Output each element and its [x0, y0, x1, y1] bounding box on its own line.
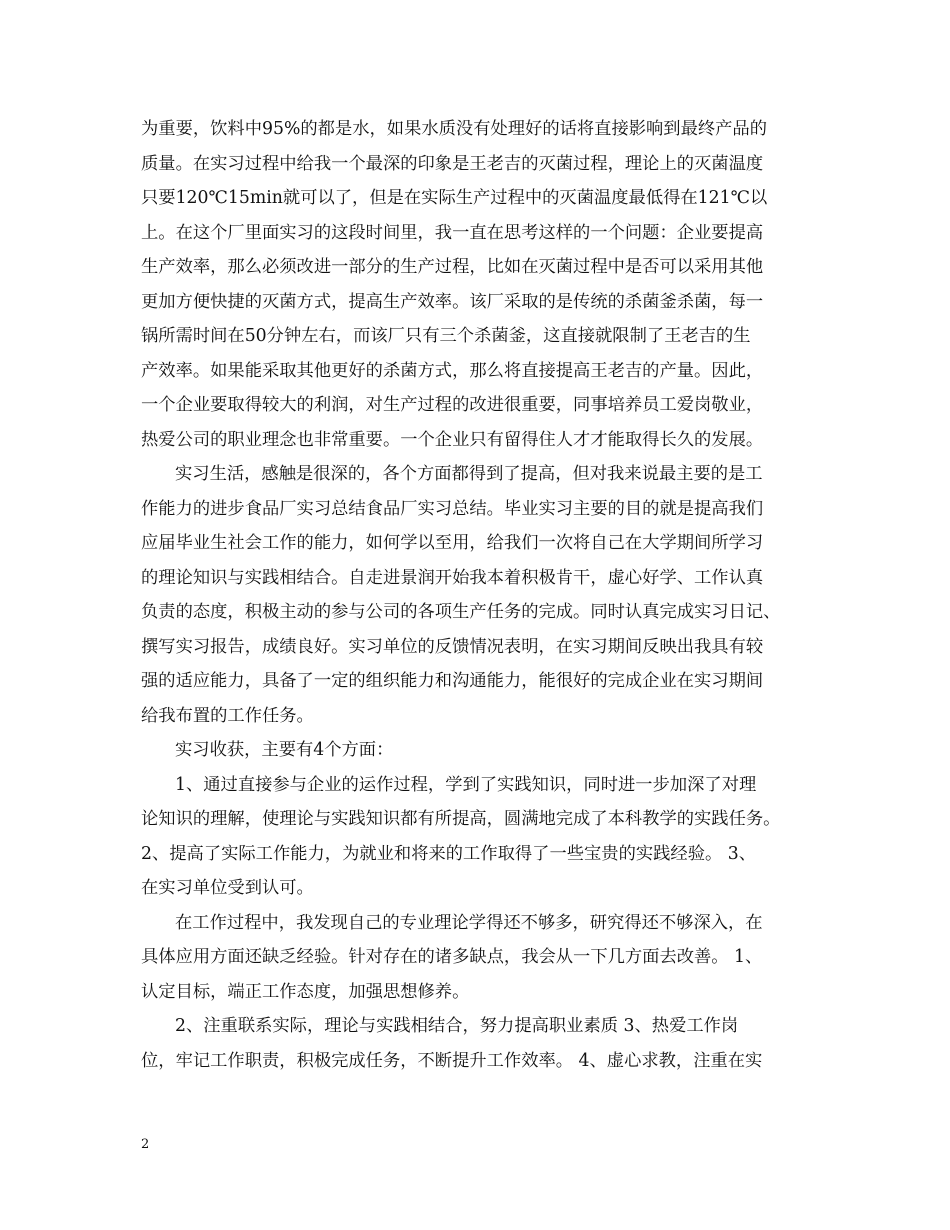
text-line: 质量。在实习过程中给我一个最深的印象是王老吉的灭菌过程，理论上的灭菌温度: [141, 153, 764, 174]
text-line: 一个企业要取得较大的利润，对生产过程的改进很重要，同事培养员工爱岗敬业，: [141, 395, 764, 415]
text-line: 产效率。如果能采取其他更好的杀菌方式，那么将直接提高王老吉的产量。因此，: [141, 360, 764, 381]
text-line: 更加方便快捷的灭菌方式，提高生产效率。该厂采取的是传统的杀菌釜杀菌，每一: [141, 291, 764, 312]
text-line: 2、提高了实际工作能力，为就业和将来的工作取得了一些宝贵的实践经验。 3、: [141, 843, 757, 864]
text-line: 应届毕业生社会工作的能力，如何学以至用，给我们一次将自己在大学期间所学习: [141, 533, 764, 553]
text-line: 给我布置的工作任务。: [141, 705, 314, 726]
text-line: 热爱公司的职业理念也非常重要。一个企业只有留得住人才才能取得长久的发展。: [141, 429, 764, 450]
text-line: 的理论知识与实践相结合。自走进景润开始我本着积极肯干，虚心好学、工作认真: [141, 567, 764, 588]
text-line: 为重要，饮料中95%的都是水，如果水质没有处理好的话将直接影响到最终产品的: [141, 119, 767, 139]
text-line: 位，牢记工作职责，积极完成任务，不断提升工作效率。 4、虚心求教，注重在实: [141, 1050, 763, 1071]
text-line: 强的适应能力，具备了一定的组织能力和沟通能力，能很好的完成企业在实习期间: [141, 671, 764, 691]
text-line: 生产效率，那么必须改进一部分的生产过程，比如在灭菌过程中是否可以采用其他: [141, 257, 764, 277]
text-line: 论知识的理解，使理论与实践知识都有所提高，圆满地完成了本科教学的实践任务。: [141, 809, 781, 829]
paragraph-start-line: 实习生活，感触是很深的，各个方面都得到了提高，但对我来说最主要的是工: [175, 464, 763, 484]
text-line: 锅所需时间在50分钟左右，而该厂只有三个杀菌釜，这直接就限制了王老吉的生: [141, 326, 751, 346]
body-text: [141, 112, 811, 1078]
text-line: 作能力的进步食品厂实习总结食品厂实习总结。毕业实习主要的目的就是提高我们: [141, 498, 764, 519]
text-line: 认定目标，端正工作态度，加强思想修养。: [141, 981, 470, 1002]
paragraph-start-line: 2、注重联系实际，理论与实践相结合，努力提高职业素质 3、热爱工作岗: [175, 1016, 739, 1036]
text-line: 撰写实习报告，成绩良好。实习单位的反馈情况表明，在实习期间反映出我具有较: [141, 636, 764, 657]
text-line: 上。在这个厂里面实习的这段时间里，我一直在思考这样的一个问题：企业要提高: [141, 222, 764, 243]
page-number: 2: [141, 1137, 150, 1152]
text-line: 具体应用方面还缺乏经验。针对存在的诸多缺点，我会从一下几方面去改善。 1、: [141, 947, 763, 967]
paragraph-start-line: 在工作过程中，我发现自己的专业理论学得还不够多，研究得还不够深入，在: [175, 912, 763, 933]
text-line: 只要120℃15min就可以了，但是在实际生产过程中的灭菌温度最低得在121℃以: [141, 188, 768, 208]
paragraph-start-line: 实习收获，主要有4个方面：: [175, 740, 394, 760]
text-line: 负责的态度，积极主动的参与公司的各项生产任务的完成。同时认真完成实习日记、: [141, 602, 781, 622]
text-line: 在实习单位受到认可。: [141, 878, 314, 898]
paragraph-start-line: 1、通过直接参与企业的运作过程，学到了实践知识，同时进一步加深了对理: [175, 774, 757, 795]
